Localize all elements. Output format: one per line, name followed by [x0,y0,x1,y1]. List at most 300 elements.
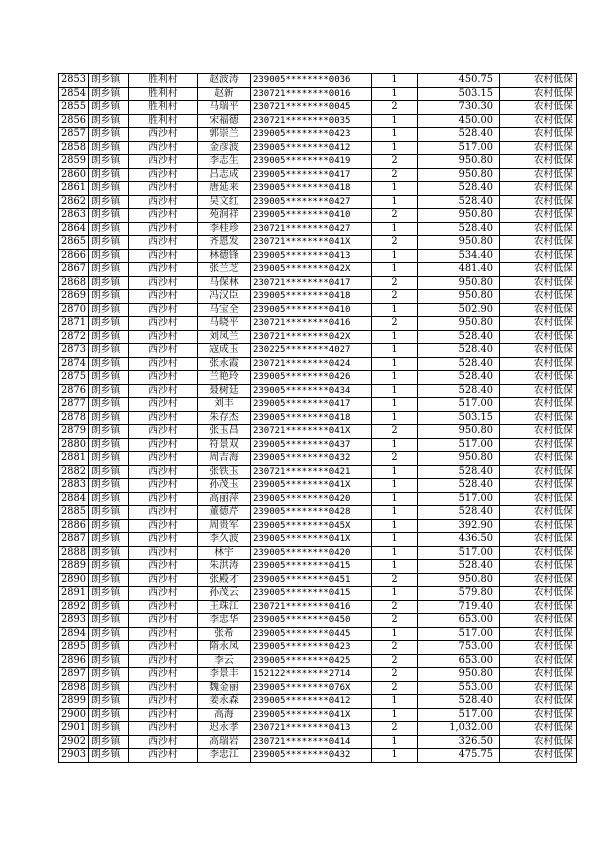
household-size-cell: 2 [371,290,417,304]
household-size-cell: 1 [371,533,417,547]
village-cell: 西沙村 [128,681,197,695]
table-row [59,317,577,331]
row-number-cell: 2863 [59,209,89,223]
relief-type-cell: 农村低保 [499,465,576,479]
town-cell: 朗乡镇 [88,344,128,358]
name-cell: 周吉海 [197,452,250,466]
household-size-cell: 2 [371,654,417,668]
household-size-cell: 1 [371,546,417,560]
table-row [59,506,577,520]
name-cell: 孙茂云 [197,587,250,601]
row-number-cell: 2861 [59,182,89,196]
amount-cell: 950.80 [417,452,499,466]
name-cell: 董德芹 [197,506,250,520]
amount-cell: 475.75 [417,749,499,763]
row-number-cell: 2858 [59,141,89,155]
table-row [59,708,577,722]
id-number-cell: 239005********0418 [250,411,371,425]
village-cell: 西沙村 [128,641,197,655]
name-cell: 迟永孝 [197,722,250,736]
household-size-cell: 2 [371,681,417,695]
row-number-cell: 2882 [59,465,89,479]
name-cell: 吕志成 [197,168,250,182]
household-size-cell: 1 [371,749,417,763]
amount-cell: 528.40 [417,506,499,520]
table-row [59,681,577,695]
amount-cell: 1,032.00 [417,722,499,736]
town-cell: 朗乡镇 [88,533,128,547]
relief-type-cell: 农村低保 [499,749,576,763]
town-cell: 朗乡镇 [88,492,128,506]
relief-type-cell: 农村低保 [499,708,576,722]
amount-cell: 730.30 [417,101,499,115]
id-number-cell: 239005********0423 [250,128,371,142]
table-row [59,398,577,412]
town-cell: 朗乡镇 [88,263,128,277]
village-cell: 西沙村 [128,290,197,304]
name-cell: 刘丰 [197,398,250,412]
relief-type-cell: 农村低保 [499,479,576,493]
village-cell: 西沙村 [128,411,197,425]
name-cell: 马晓平 [197,317,250,331]
id-number-cell: 230721********0016 [250,87,371,101]
row-number-cell: 2875 [59,371,89,385]
village-cell: 西沙村 [128,398,197,412]
id-number-cell: 239005********0445 [250,627,371,641]
row-number-cell: 2899 [59,695,89,709]
id-number-cell: 239005********0425 [250,654,371,668]
row-number-cell: 2897 [59,668,89,682]
household-size-cell: 2 [371,668,417,682]
id-number-cell: 239005********0418 [250,290,371,304]
name-cell: 林宇 [197,546,250,560]
amount-cell: 503.15 [417,87,499,101]
amount-cell: 528.40 [417,465,499,479]
name-cell: 李桂珍 [197,222,250,236]
town-cell: 朗乡镇 [88,371,128,385]
name-cell: 郭崇兰 [197,128,250,142]
amount-cell: 950.80 [417,236,499,250]
amount-cell: 517.00 [417,627,499,641]
town-cell: 朗乡镇 [88,236,128,250]
relief-type-cell: 农村低保 [499,384,576,398]
town-cell: 朗乡镇 [88,735,128,749]
table-row [59,560,577,574]
name-cell: 李久波 [197,533,250,547]
household-size-cell: 1 [371,344,417,358]
town-cell: 朗乡镇 [88,668,128,682]
row-number-cell: 2901 [59,722,89,736]
row-number-cell: 2876 [59,384,89,398]
name-cell: 赵波涛 [197,74,250,88]
table-row [59,141,577,155]
town-cell: 朗乡镇 [88,708,128,722]
table-row [59,114,577,128]
row-number-cell: 2857 [59,128,89,142]
relief-type-cell: 农村低保 [499,411,576,425]
relief-type-cell: 农村低保 [499,330,576,344]
town-cell: 朗乡镇 [88,695,128,709]
town-cell: 朗乡镇 [88,654,128,668]
town-cell: 朗乡镇 [88,560,128,574]
town-cell: 朗乡镇 [88,101,128,115]
town-cell: 朗乡镇 [88,74,128,88]
id-number-cell: 152122********2714 [250,668,371,682]
town-cell: 朗乡镇 [88,222,128,236]
amount-cell: 528.40 [417,195,499,209]
household-size-cell: 1 [371,398,417,412]
row-number-cell: 2886 [59,519,89,533]
household-size-cell: 2 [371,168,417,182]
row-number-cell: 2884 [59,492,89,506]
amount-cell: 450.00 [417,114,499,128]
village-cell: 胜利村 [128,87,197,101]
name-cell: 符景双 [197,438,250,452]
row-number-cell: 2895 [59,641,89,655]
id-number-cell: 239005********0412 [250,141,371,155]
relief-type-cell: 农村低保 [499,317,576,331]
village-cell: 西沙村 [128,452,197,466]
amount-cell: 528.40 [417,344,499,358]
table-row [59,384,577,398]
id-number-cell: 239005********0451 [250,573,371,587]
id-number-cell: 239005********0428 [250,506,371,520]
village-cell: 西沙村 [128,519,197,533]
amount-cell: 528.40 [417,560,499,574]
village-cell: 西沙村 [128,236,197,250]
id-number-cell: 230721********041X [250,236,371,250]
name-cell: 隋永凤 [197,641,250,655]
household-size-cell: 1 [371,506,417,520]
village-cell: 西沙村 [128,182,197,196]
name-cell: 魏金丽 [197,681,250,695]
town-cell: 朗乡镇 [88,411,128,425]
amount-cell: 481.40 [417,263,499,277]
town-cell: 朗乡镇 [88,479,128,493]
relief-type-cell: 农村低保 [499,209,576,223]
row-number-cell: 2889 [59,560,89,574]
amount-cell: 950.80 [417,573,499,587]
table-row [59,546,577,560]
household-size-cell: 1 [371,263,417,277]
town-cell: 朗乡镇 [88,681,128,695]
household-size-cell: 2 [371,276,417,290]
table-row [59,182,577,196]
household-size-cell: 2 [371,155,417,169]
row-number-cell: 2883 [59,479,89,493]
household-size-cell: 2 [371,573,417,587]
village-cell: 西沙村 [128,654,197,668]
amount-cell: 326.50 [417,735,499,749]
id-number-cell: 230721********0417 [250,276,371,290]
household-size-cell: 1 [371,411,417,425]
town-cell: 朗乡镇 [88,114,128,128]
relief-type-cell: 农村低保 [499,168,576,182]
name-cell: 高海 [197,708,250,722]
village-cell: 西沙村 [128,357,197,371]
name-cell: 高瑞岩 [197,735,250,749]
village-cell: 西沙村 [128,222,197,236]
relief-type-cell: 农村低保 [499,425,576,439]
id-number-cell: 230721********0427 [250,222,371,236]
town-cell: 朗乡镇 [88,182,128,196]
table-body [59,74,577,763]
name-cell: 张希 [197,627,250,641]
town-cell: 朗乡镇 [88,465,128,479]
name-cell: 苑润祥 [197,209,250,223]
table-row [59,411,577,425]
table-row [59,290,577,304]
household-size-cell: 1 [371,141,417,155]
relief-type-cell: 农村低保 [499,560,576,574]
household-size-cell: 1 [371,182,417,196]
table-row [59,438,577,452]
household-size-cell: 1 [371,627,417,641]
village-cell: 胜利村 [128,101,197,115]
row-number-cell: 2853 [59,74,89,88]
relief-type-cell: 农村低保 [499,371,576,385]
id-number-cell: 230721********042X [250,330,371,344]
amount-cell: 503.15 [417,411,499,425]
relief-type-cell: 农村低保 [499,641,576,655]
amount-cell: 950.80 [417,290,499,304]
amount-cell: 528.40 [417,384,499,398]
table-row [59,749,577,763]
table-row [59,425,577,439]
row-number-cell: 2898 [59,681,89,695]
row-number-cell: 2868 [59,276,89,290]
household-size-cell: 1 [371,384,417,398]
row-number-cell: 2894 [59,627,89,641]
row-number-cell: 2859 [59,155,89,169]
relief-type-cell: 农村低保 [499,668,576,682]
row-number-cell: 2888 [59,546,89,560]
name-cell: 唐延来 [197,182,250,196]
town-cell: 朗乡镇 [88,587,128,601]
amount-cell: 528.40 [417,222,499,236]
household-size-cell: 1 [371,87,417,101]
relief-type-cell: 农村低保 [499,303,576,317]
row-number-cell: 2893 [59,614,89,628]
table-row [59,222,577,236]
row-number-cell: 2870 [59,303,89,317]
village-cell: 西沙村 [128,506,197,520]
table-row [59,101,577,115]
village-cell: 西沙村 [128,546,197,560]
name-cell: 张兰芝 [197,263,250,277]
town-cell: 朗乡镇 [88,614,128,628]
table-row [59,74,577,88]
id-number-cell: 239005********0415 [250,587,371,601]
amount-cell: 528.40 [417,479,499,493]
relief-type-cell: 农村低保 [499,249,576,263]
household-size-cell: 2 [371,452,417,466]
amount-cell: 517.00 [417,492,499,506]
town-cell: 朗乡镇 [88,276,128,290]
amount-cell: 502.90 [417,303,499,317]
row-number-cell: 2902 [59,735,89,749]
table-row [59,128,577,142]
id-number-cell: 239005********041X [250,708,371,722]
id-number-cell: 239005********041X [250,533,371,547]
id-number-cell: 239005********0419 [250,155,371,169]
id-number-cell: 239005********0423 [250,641,371,655]
table-row [59,600,577,614]
id-number-cell: 239005********0415 [250,560,371,574]
relief-type-cell: 农村低保 [499,600,576,614]
row-number-cell: 2885 [59,506,89,520]
household-size-cell: 2 [371,641,417,655]
row-number-cell: 2903 [59,749,89,763]
village-cell: 西沙村 [128,533,197,547]
id-number-cell: 239005********045X [250,519,371,533]
amount-cell: 528.40 [417,695,499,709]
amount-cell: 517.00 [417,398,499,412]
relief-type-cell: 农村低保 [499,492,576,506]
row-number-cell: 2891 [59,587,89,601]
village-cell: 西沙村 [128,249,197,263]
household-size-cell: 1 [371,695,417,709]
relief-type-cell: 农村低保 [499,735,576,749]
town-cell: 朗乡镇 [88,209,128,223]
name-cell: 李云 [197,654,250,668]
id-number-cell: 230721********0421 [250,465,371,479]
relief-type-cell: 农村低保 [499,128,576,142]
relief-type-cell: 农村低保 [499,614,576,628]
town-cell: 朗乡镇 [88,330,128,344]
table-row [59,168,577,182]
row-number-cell: 2873 [59,344,89,358]
household-size-cell: 2 [371,236,417,250]
amount-cell: 579.80 [417,587,499,601]
name-cell: 兰艳玲 [197,371,250,385]
name-cell: 冯汉臣 [197,290,250,304]
relief-type-cell: 农村低保 [499,263,576,277]
village-cell: 西沙村 [128,330,197,344]
relief-type-cell: 农村低保 [499,276,576,290]
id-number-cell: 239005********0410 [250,209,371,223]
table-row [59,627,577,641]
village-cell: 西沙村 [128,708,197,722]
town-cell: 朗乡镇 [88,641,128,655]
id-number-cell: 239005********042X [250,263,371,277]
relief-type-cell: 农村低保 [499,182,576,196]
town-cell: 朗乡镇 [88,87,128,101]
town-cell: 朗乡镇 [88,546,128,560]
village-cell: 西沙村 [128,492,197,506]
id-number-cell: 239005********0420 [250,546,371,560]
relief-type-cell: 农村低保 [499,587,576,601]
table-row [59,87,577,101]
household-size-cell: 2 [371,600,417,614]
relief-type-cell: 农村低保 [499,506,576,520]
name-cell: 张铁玉 [197,465,250,479]
amount-cell: 950.80 [417,209,499,223]
town-cell: 朗乡镇 [88,155,128,169]
name-cell: 齐恩发 [197,236,250,250]
name-cell: 孙茂玉 [197,479,250,493]
household-size-cell: 1 [371,303,417,317]
village-cell: 胜利村 [128,114,197,128]
amount-cell: 950.80 [417,276,499,290]
table-row [59,344,577,358]
table-row [59,452,577,466]
village-cell: 西沙村 [128,668,197,682]
id-number-cell: 230721********0424 [250,357,371,371]
amount-cell: 528.40 [417,182,499,196]
id-number-cell: 230225********4027 [250,344,371,358]
village-cell: 西沙村 [128,438,197,452]
town-cell: 朗乡镇 [88,128,128,142]
town-cell: 朗乡镇 [88,438,128,452]
relief-recipient-table [58,73,577,763]
amount-cell: 528.40 [417,128,499,142]
relief-type-cell: 农村低保 [499,236,576,250]
row-number-cell: 2865 [59,236,89,250]
amount-cell: 517.00 [417,141,499,155]
amount-cell: 950.80 [417,168,499,182]
table-row [59,263,577,277]
row-number-cell: 2862 [59,195,89,209]
id-number-cell: 239005********0417 [250,398,371,412]
row-number-cell: 2877 [59,398,89,412]
village-cell: 西沙村 [128,168,197,182]
name-cell: 朱存杰 [197,411,250,425]
amount-cell: 553.00 [417,681,499,695]
name-cell: 聂树廷 [197,384,250,398]
relief-type-cell: 农村低保 [499,681,576,695]
amount-cell: 534.40 [417,249,499,263]
household-size-cell: 1 [371,371,417,385]
id-number-cell: 230721********0045 [250,101,371,115]
amount-cell: 950.80 [417,155,499,169]
town-cell: 朗乡镇 [88,573,128,587]
amount-cell: 517.00 [417,438,499,452]
village-cell: 西沙村 [128,627,197,641]
town-cell: 朗乡镇 [88,425,128,439]
relief-type-cell: 农村低保 [499,695,576,709]
town-cell: 朗乡镇 [88,303,128,317]
table-row [59,695,577,709]
household-size-cell: 2 [371,317,417,331]
id-number-cell: 239005********0437 [250,438,371,452]
town-cell: 朗乡镇 [88,722,128,736]
name-cell: 吴文红 [197,195,250,209]
table-row [59,492,577,506]
village-cell: 西沙村 [128,560,197,574]
name-cell: 马宝全 [197,303,250,317]
id-number-cell: 239005********0412 [250,695,371,709]
name-cell: 王珠江 [197,600,250,614]
row-number-cell: 2872 [59,330,89,344]
table-row [59,587,577,601]
town-cell: 朗乡镇 [88,749,128,763]
town-cell: 朗乡镇 [88,506,128,520]
household-size-cell: 2 [371,209,417,223]
row-number-cell: 2869 [59,290,89,304]
id-number-cell: 239005********0420 [250,492,371,506]
amount-cell: 517.00 [417,708,499,722]
relief-type-cell: 农村低保 [499,195,576,209]
row-number-cell: 2867 [59,263,89,277]
row-number-cell: 2855 [59,101,89,115]
id-number-cell: 230721********0416 [250,600,371,614]
name-cell: 李忠华 [197,614,250,628]
id-number-cell: 239005********0434 [250,384,371,398]
amount-cell: 719.40 [417,600,499,614]
id-number-cell: 239005********0036 [250,74,371,88]
table-row [59,371,577,385]
